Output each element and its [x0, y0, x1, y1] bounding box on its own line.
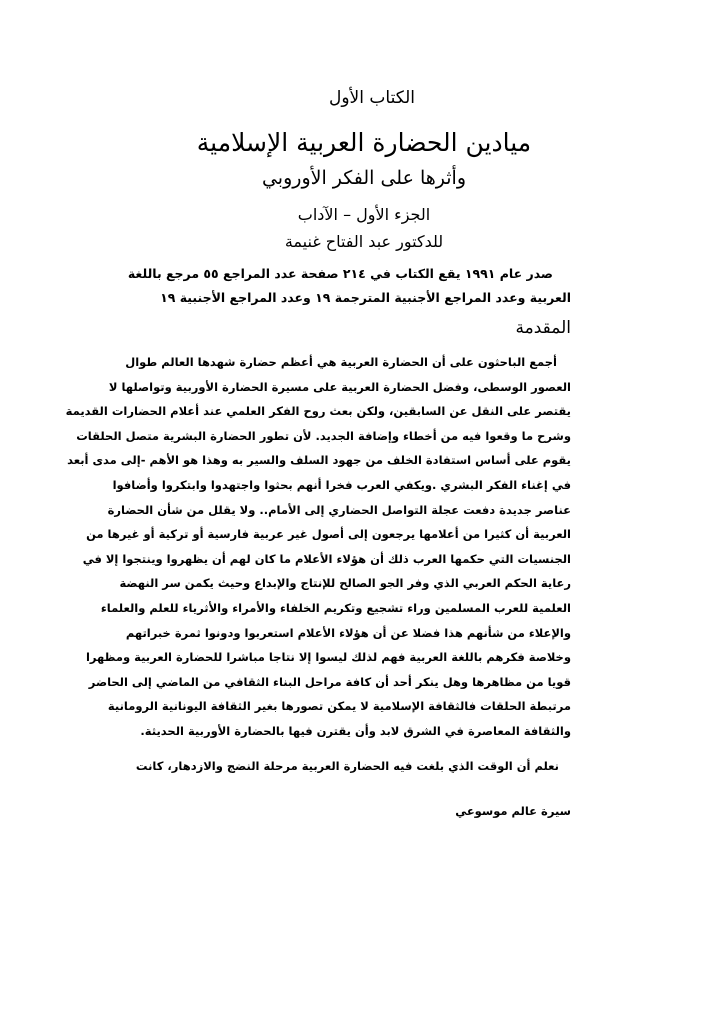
text-line: العصور الوسطى، وفضل الحضارة العربية على مسيرة الحضارة الأوربية وتواصلها لا [108, 379, 571, 394]
text-line: عناصر جديدة دفعت عجلة التواصل الحضاري إلى الأمام.. ولا يقلل من شأن الحضارة [107, 502, 571, 517]
publication-info-line: العربية وعدد المراجع الأجنبية المترجمة ١٩ وعدد المراجع الأجنبية ١٩ [160, 290, 571, 305]
text-line: العلمية للعرب المسلمين وراء تشجيع وتكريم الخلفاء والأمراء والأثرياء للعلم والعلماء [100, 600, 571, 615]
text-line: أجمع الباحثون على أن الحضارة العربية هي أعظم حضارة شهدها العالم طوال [125, 355, 557, 369]
text-line: والثقافة المعاصرة في الشرق لابد وأن يقترن فيها بالحضارة الأوربية الحديثة. [140, 723, 571, 738]
text-line: مرتبطة الحلقات فالثقافة الإسلامية لا يمكن تصورها بغير الثقافة اليونانية الرومانية [107, 699, 571, 714]
series-label: سيرة عالم موسوعي [455, 804, 571, 818]
text-line: العربية أن كثيرا من أعلامها يرجعون إلى أصول غير عربية فارسية أو تركية أو غيرها من [86, 527, 571, 542]
introduction-heading: المقدمة [515, 318, 571, 338]
book-label [0, 88, 728, 108]
text-line: في إغناء الفكر البشري .ويكفي العرب فخرا أنهم بحثوا واجتهدوا وابتكروا وأضافوا [112, 477, 571, 492]
text-line: وخلاصة فكرهم باللغة العربية فهم لذلك ليسوا إلا نتاجا مباشرا للحضارة العربية ومظهرا [85, 650, 571, 665]
text-line-paragraph-2: نعلم أن الوقت الذي بلغت فيه الحضارة العربية مرحلة النضج والازدهار، كانت [135, 758, 559, 773]
text-line: والإعلاء من شأنهم هذا فضلا عن أن هؤلاء الأعلام استعربوا ودونوا ثمرة خبراتهم [125, 625, 571, 640]
main-title: ميادين الحضارة العربية الإسلامية [196, 128, 532, 157]
author-name: للدكتور عبد الفتاح غنيمة [284, 232, 444, 251]
publication-info-line: صدر عام ١٩٩١ يقع الكتاب في ٢١٤ صفحة عدد المراجع ٥٥ مرجع باللغة [127, 266, 553, 281]
text-line: وشرح ما وقعوا فيه من أخطاء وإضافة الجديد. لأن تطور الحضارة البشرية متصل الحلقات [76, 428, 571, 443]
part-label: الجزء الأول – الآداب [297, 205, 431, 224]
subtitle: وأثرها على الفكر الأوروبي [261, 167, 467, 189]
text-line: يقوم على أساس استفادة الخلف من جهود السلف والسير به وهذا هو الأهم -إلى مدى أبعد [67, 453, 571, 468]
publication-info [127, 262, 571, 310]
introduction-body [65, 350, 571, 778]
book-label-text: الكتاب الأول [329, 88, 415, 108]
text-line: قويا من مظاهرها وهل ينكر أحد أن كافة مراحل البناء الثقافي من الماضي إلى الحاضر [88, 674, 571, 689]
text-line: رعاية الحكم العربي الذي وفر الجو الصالح للإنتاج والإبداع وحيث يكمن سر النهضة [119, 576, 571, 591]
text-line: يقتصر على النقل عن السابقين، ولكن بعث روح الفكر العلمي عند أعلام الحضارات القديمة [65, 404, 571, 419]
text-line: الجنسيات التي حكمها العرب ذلك أن هؤلاء الأعلام ما كان لهم أن يظهروا وينتجوا إلا في [82, 551, 571, 566]
